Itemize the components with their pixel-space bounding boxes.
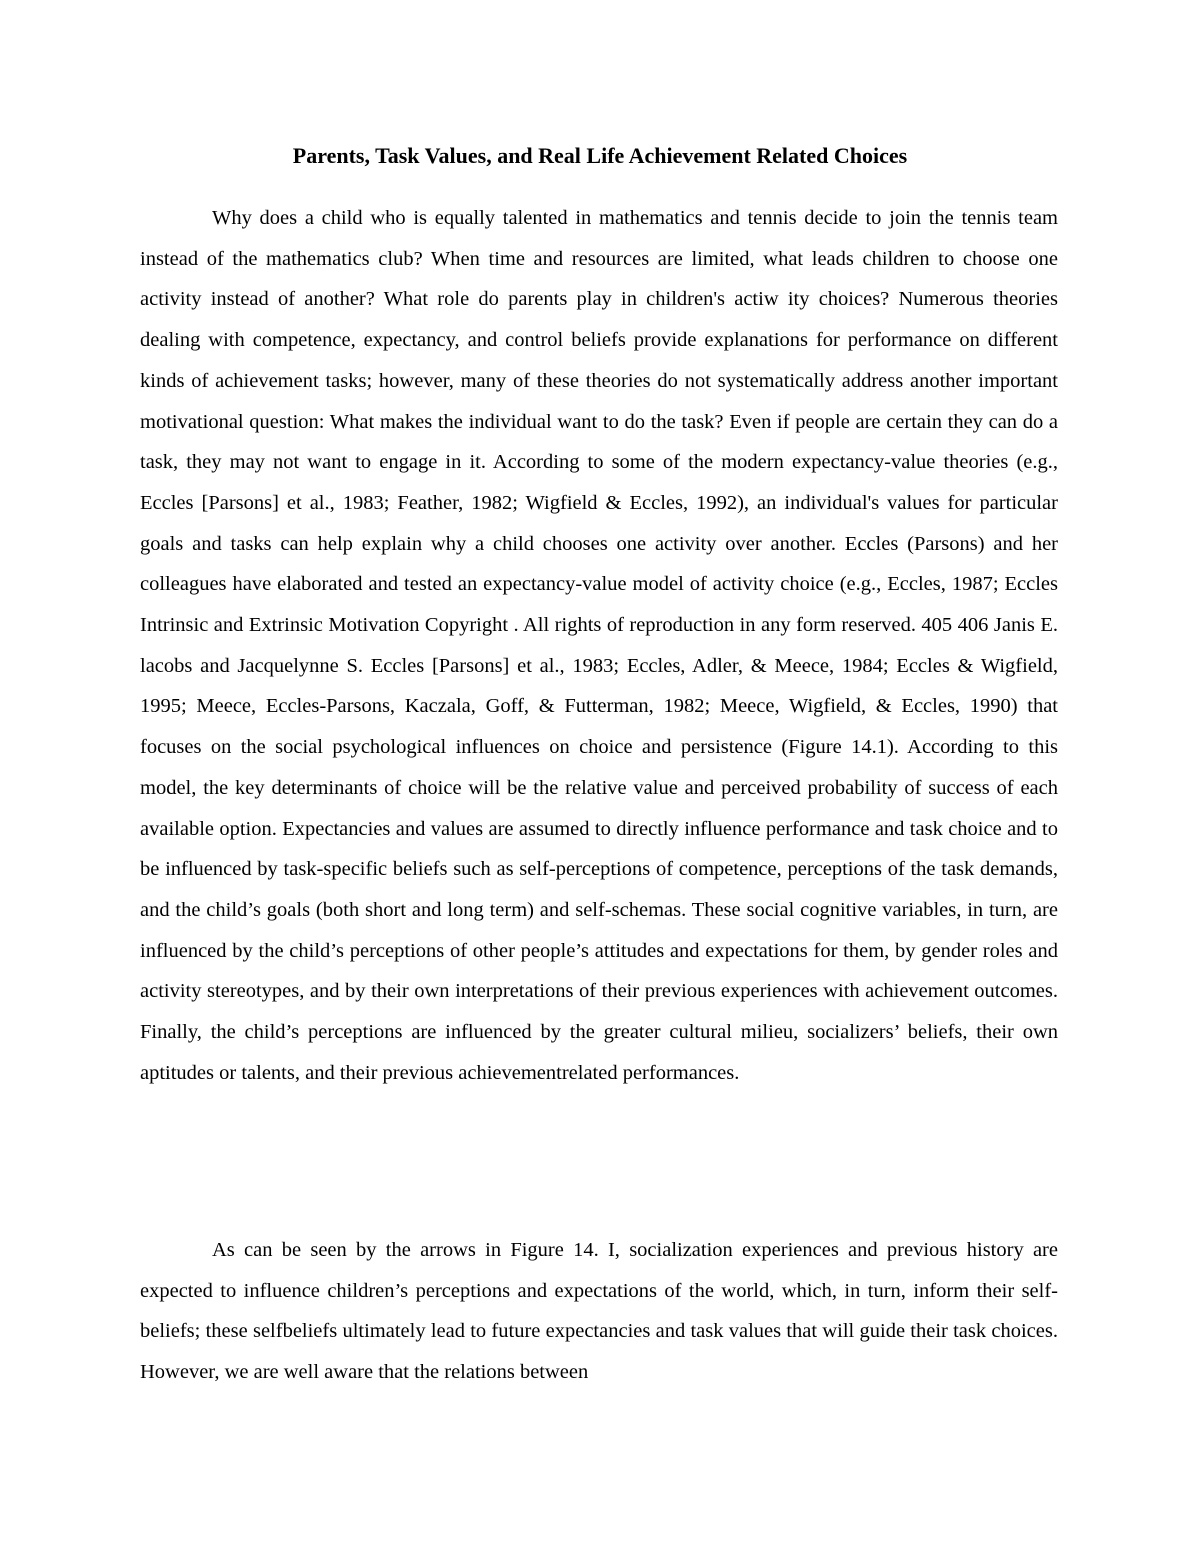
body-paragraph-2: As can be seen by the arrows in Figure 14. I, socialization experiences and previous history are expected to influence children’s perceptions and expectations of the world, which, in turn, inform their self-beliefs; these selfbeliefs ultimately lead to future expectancies and task values that will guide their task choices. However, we are well aware that the relations between: [140, 1239, 1058, 1384]
body-paragraph-1: Why does a child who is equally talented in mathematics and tennis decide to join the tennis team instead of the mathematics club? When time and resources are limited, what leads children to choose one activity instead of another? What role do parents play in children's actiw ity choices? Numerous theories dealing with competence, expectancy, and control beliefs provide explanations for performance on different kinds of achievement tasks; however, many of these theories do not systematically address another important motivational question: What makes the individual want to do the task? Even if people are certain they can do a task, they may not want to engage in it. According to some of the modern expectancy-value theories (e.g., Eccles [Parsons] et al., 1983; Feather, 1982; Wigfield & Eccles, 1992), an individual's values for particular goals and tasks can help explain why a child chooses one activity over another. Eccles (Parsons) and her colleagues have elaborated and tested an expectancy-value model of activity choice (e.g., Eccles, 1987; Eccles Intrinsic and Extrinsic Motivation Copyright . All rights of reproduction in any form reserved. 405 406 Janis E. lacobs and Jacquelynne S. Eccles [Parsons] et al., 1983; Eccles, Adler, & Meece, 1984; Eccles & Wigfield, 1995; Meece, Eccles-Parsons, Kaczala, Goff, & Futterman, 1982; Meece, Wigfield, & Eccles, 1990) that focuses on the social psychological influences on choice and persistence (Figure 14.1). According to this model, the key determinants of choice will be the relative value and perceived probability of success of each available option. Expectancies and values are assumed to directly influence performance and task choice and to be influenced by task-specific beliefs such as self-perceptions of competence, perceptions of the task demands, and the child’s goals (both short and long term) and self-schemas. These social cognitive variables, in turn, are influenced by the child’s perceptions of other people’s attitudes and expectations for them, by gender roles and activity stereotypes, and by their own interpretations of their previous experiences with achievement outcomes. Finally, the child’s perceptions are influenced by the greater cultural milieu, socializers’ beliefs, their own aptitudes or talents, and their previous achievementrelated performances.: [140, 207, 1058, 1084]
document-title: Parents, Task Values, and Real Life Achievement Related Choices: [292, 143, 908, 168]
